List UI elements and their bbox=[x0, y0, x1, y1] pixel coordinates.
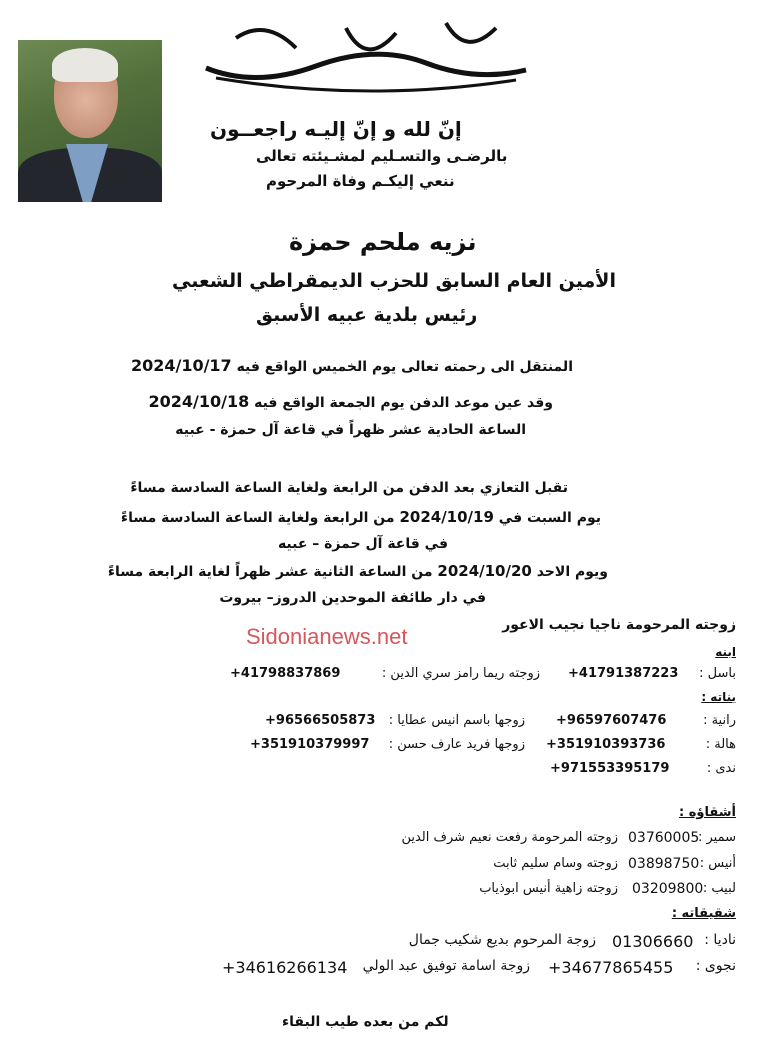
daughter-2-name: هالة : bbox=[705, 737, 736, 752]
announcement-line: ننعي إليكـم وفاة المرحوم bbox=[266, 172, 455, 190]
daughter-1-name: رانية : bbox=[703, 713, 736, 728]
brother-2-name: أنيس : bbox=[699, 856, 736, 871]
condolences-line-3: في قاعة آل حمزة – عبيه bbox=[277, 536, 448, 552]
verse: إنّ لله و إنّ إليـه راجعــون bbox=[210, 117, 462, 141]
sisters-header: شقيقاته : bbox=[671, 906, 736, 921]
brother-1-spouse: زوجته المرحومة رفعت نعيم شرف الدين bbox=[401, 830, 618, 845]
son-spouse-phone: +41798837869 bbox=[230, 666, 341, 681]
bismillah-calligraphy bbox=[196, 8, 536, 98]
sister-1-spouse: زوجة المرحوم بديع شكيب جمال bbox=[408, 932, 596, 948]
cond-l4a: ويوم الاحد bbox=[536, 564, 608, 580]
burial-date: 2024/10/18 bbox=[148, 392, 250, 411]
cond-saturday-date: 2024/10/19 bbox=[399, 508, 494, 526]
brother-3-phone: 03209800 bbox=[632, 881, 704, 897]
passing-line-3: الساعة الحادية عشر ظهراً في قاعة آل حمزة - عبيه bbox=[175, 422, 526, 438]
daughters-header: بناته : bbox=[701, 690, 736, 704]
passing-line-2 bbox=[148, 392, 553, 411]
brother-2-phone: 03898750 bbox=[628, 856, 700, 872]
brother-1-name: سمير : bbox=[697, 830, 736, 845]
portrait-photo bbox=[18, 40, 162, 202]
son-phone: +41791387223 bbox=[568, 666, 679, 681]
closing-line: لكم من بعده طيب البقاء bbox=[282, 1014, 449, 1030]
passing-line-1 bbox=[131, 356, 573, 375]
watermark: Sidonianews.net bbox=[246, 624, 408, 649]
daughter-1-spouse-phone: +96566505873 bbox=[265, 713, 376, 728]
son-name: باسل : bbox=[699, 666, 736, 681]
daughter-2-spouse: زوجها فريد عارف حسن : bbox=[388, 737, 525, 752]
brother-3-spouse: زوجته زاهية أنيس ابوذياب bbox=[479, 881, 618, 896]
brother-2-spouse: زوجته وسام سليم ثابت bbox=[493, 856, 618, 871]
cond-l2a: يوم السبت في bbox=[498, 510, 601, 526]
sister-1-name: ناديا : bbox=[704, 932, 736, 948]
brothers-header: أشقاؤه : bbox=[679, 805, 736, 820]
daughter-3-name: ندى : bbox=[706, 761, 736, 776]
daughter-1-spouse: زوجها باسم انيس عطايا : bbox=[388, 713, 525, 728]
bismillah-ornament bbox=[196, 8, 536, 98]
son-header: ابنه bbox=[715, 645, 736, 659]
death-date: 2024/10/17 bbox=[130, 356, 232, 375]
daughter-3-phone: +971553395179 bbox=[550, 761, 670, 776]
daughter-2-spouse-phone: +351910379997 bbox=[250, 737, 370, 752]
passing-line-2-text: وقد عين موعد الدفن يوم الجمعة الواقع فيه bbox=[254, 395, 553, 411]
sister-2-spouse-phone: +34616266134 bbox=[222, 958, 348, 977]
deceased-title-2: رئيس بلدية عبيه الأسبق bbox=[256, 304, 478, 326]
condolences-line-4 bbox=[108, 562, 608, 580]
wife-line: زوجته المرحومة ناجيا نجيب الاعور bbox=[502, 617, 736, 633]
photo-hair bbox=[52, 48, 118, 82]
sister-2-phone: +34677865455 bbox=[548, 958, 674, 977]
condolences-line-1: تقبل التعازي بعد الدفن من الرابعة ولغاية الساعة السادسة مساءً bbox=[130, 480, 568, 496]
son-spouse: زوجته ريما رامز سري الدين : bbox=[381, 666, 540, 681]
condolences-line-5: في دار طائفة الموحدين الدروز– بيروت bbox=[219, 590, 486, 606]
condolences-line-2 bbox=[121, 508, 601, 526]
cond-sunday-date: 2024/10/20 bbox=[437, 562, 532, 580]
submission-line: بالرضـى والتسـليم لمشـيئته تعالى bbox=[256, 147, 508, 165]
daughter-2-phone: +351910393736 bbox=[546, 737, 666, 752]
passing-line-1-text: المنتقل الى رحمته تعالى يوم الخميس الواقع فيه bbox=[236, 359, 573, 375]
cond-l4b: من الساعة الثانية عشر ظهراً لغاية الرابعة مساءً bbox=[107, 564, 433, 580]
sister-2-name: نجوى : bbox=[695, 958, 736, 974]
sister-2-spouse: زوجة اسامة توفيق عبد الولي bbox=[362, 958, 530, 974]
daughter-1-phone: +96597607476 bbox=[556, 713, 667, 728]
deceased-title-1: الأمين العام السابق للحزب الديمقراطي الشعبي bbox=[172, 270, 616, 292]
brother-3-name: لبيب : bbox=[702, 881, 736, 896]
sister-1-phone: 01306660 bbox=[612, 932, 694, 951]
cond-l2b: من الرابعة ولغاية الساعة السادسة مساءً bbox=[120, 510, 395, 526]
deceased-name: نزيه ملحم حمزة bbox=[289, 228, 477, 256]
brother-1-phone: 03760005 bbox=[628, 830, 700, 846]
